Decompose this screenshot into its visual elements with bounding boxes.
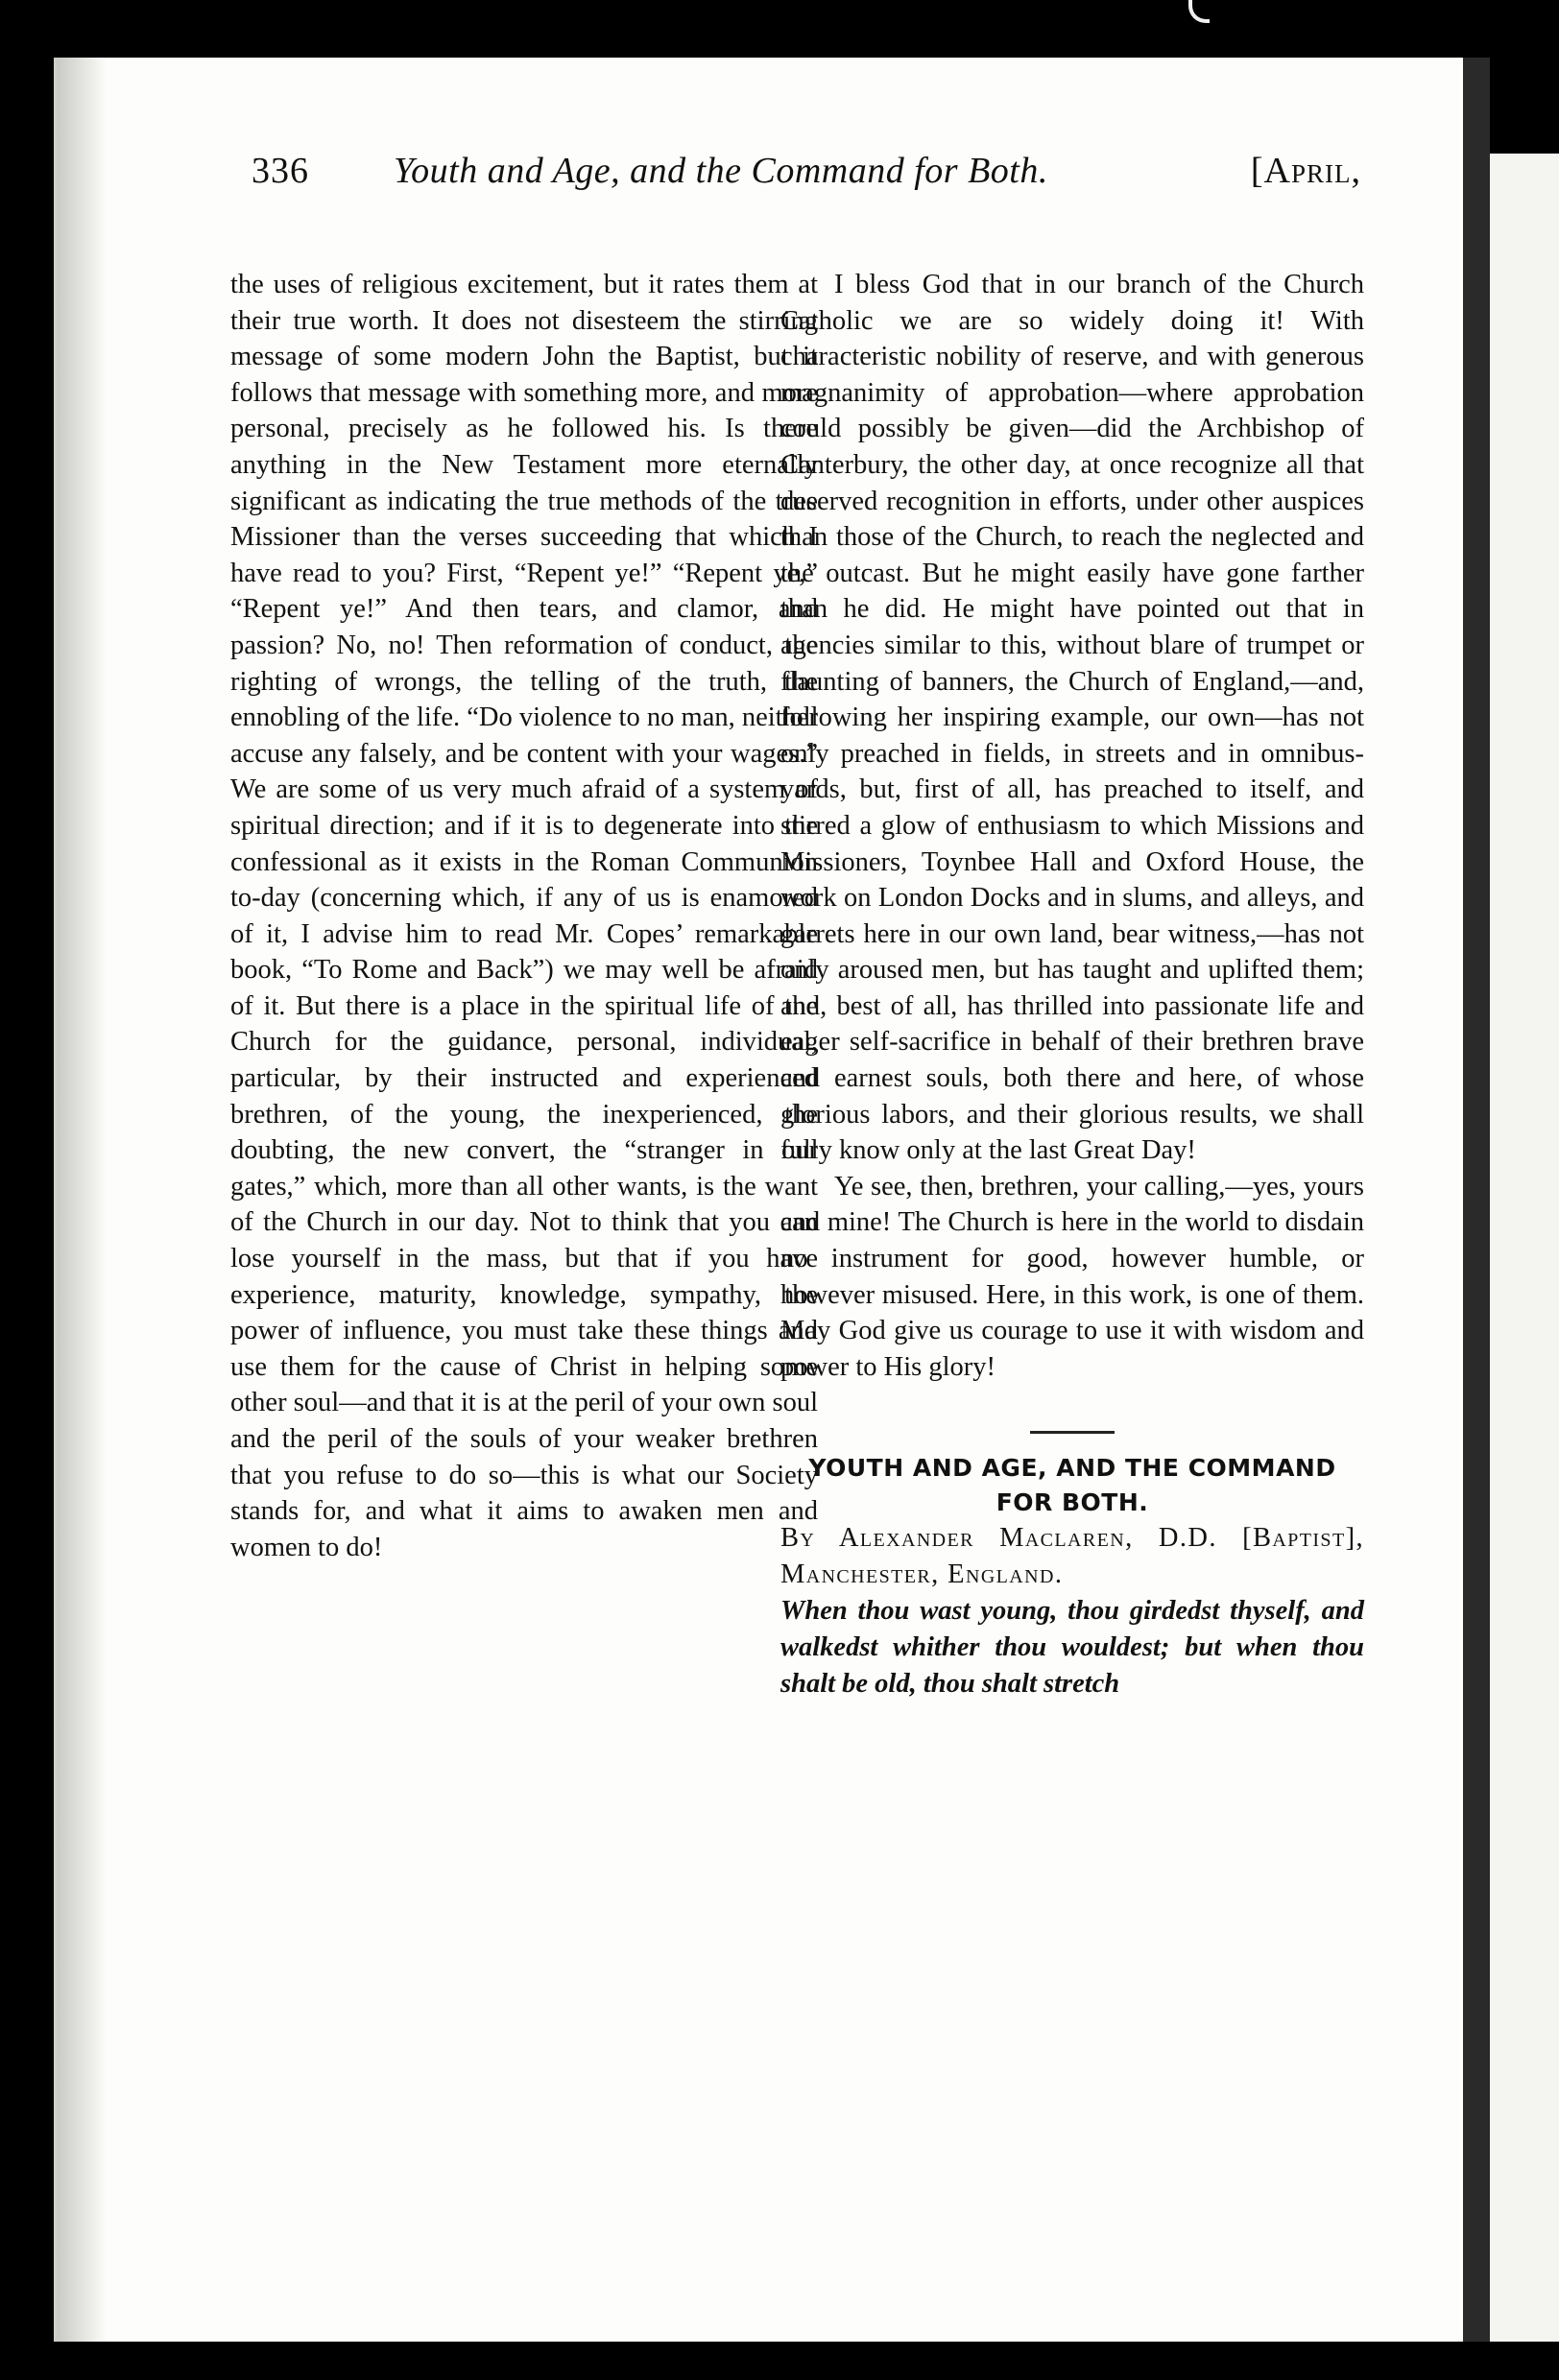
photo-corner-mark — [1188, 0, 1210, 23]
running-date: [April, — [1250, 151, 1361, 191]
gutter-shadow — [57, 58, 107, 2342]
right-column-paragraph-1: I bless God that in our branch of the Church Catholic we are so widely doing it! With characteristic nobility of reserve, and with generous magnanimity of approbation—where approbation could possibly be given—did the Archbishop of Canterbury, the other day, at once recognize all that deserved recognition in efforts, under other auspices than those of the Church, to reach the neglected and the outcast. But he might easily have gone farther than he did. He might have pointed out that in agencies similar to this, without blare of trumpet or flaunting of banners, the Church of England,—and, following her inspiring example, our own—has not only preached in fields, in streets and in omnibus-yards, but, first of all, has preached to itself, and stirred a glow of enthusiasm to which Missions and Missioners, Toynbee Hall and Oxford House, the work on London Docks and in slums, and alleys, and garrets here in our own land, bear witness,—has not only aroused men, but has taught and uplifted them; and, best of all, has thrilled into passionate life and eager self-sacrifice in behalf of their brethren brave and earnest souls, both there and here, of whose glorious labors, and their glorious results, we shall fully know only at the last Great Day! — [780, 270, 1364, 1166]
article-title: YOUTH AND AGE, AND THE COMMAND FOR BOTH. — [808, 1454, 1336, 1517]
facing-page-edge — [1490, 58, 1559, 2342]
right-column-paragraph-2: Ye see, then, brethren, your calling,—yes, yours and mine! The Church is here in the world to disdain no instrument for good, however humble, or however misused. Here, in this work, is one of them. May God give us courage to use it with wisdom and power to His glory! — [780, 1171, 1364, 1382]
section-divider — [1030, 1431, 1115, 1434]
left-column — [230, 267, 818, 1565]
right-column — [780, 267, 1364, 1702]
running-head — [252, 142, 1361, 200]
left-column-paragraph: the uses of religious excitement, but it rates them at their true worth. It does not disesteem the stirring message of some modern John the Baptist, but it follows that message with something more, and more personal, precisely as he followed his. Is there anything in the New Testament more eternally significant as indicating the true methods of the true Missioner than the verses succeeding that which I have read to you? First, “Repent ye!” “Repent ye,” “Repent ye!” And then tears, and clamor, and passion? No, no! Then reformation of conduct, the righting of wrongs, the telling of the truth, the ennobling of the life. “Do violence to no man, neither accuse any falsely, and be content with your wages.” We are some of us very much afraid of a system of spiritual direction; and if it is to degenerate into the confessional as it exists in the Roman Communion to-day (concerning which, if any of us is enamored of it, I advise him to read Mr. Copes’ remarkable book, “To Rome and Back”) we may well be afraid of it. But there is a place in the spiritual life of the Church for the guidance, personal, individual, particular, by their instructed and experienced brethren, of the young, the inexperienced, the doubting, the new convert, the “stranger in our gates,” which, more than all other wants, is the want of the Church in our day. Not to think that you can lose yourself in the mass, but that if you have experience, maturity, knowledge, sympathy, the power of influence, you must take these things and use them for the cause of Christ in helping some other soul—and that it is at the peril of your own soul and the peril of the souls of your weaker brethren that you refuse to do so—this is what our Society stands for, and what it aims to awaken men and women to do! — [230, 270, 818, 1562]
article-byline: By Alexander Maclaren, D.D. [Baptist], Manchester, England. — [780, 1523, 1364, 1589]
page-fore-edge — [1463, 58, 1490, 2342]
page-number: 336 — [252, 151, 309, 191]
running-title: Youth and Age, and the Command for Both. — [394, 151, 1048, 191]
facing-page-shadow — [1490, 58, 1559, 154]
article-epigraph: When thou wast young, thou girdedst thyself, and walkedst whither thou wouldest; but when thou shalt be old, thou shalt stretch — [780, 1595, 1364, 1699]
